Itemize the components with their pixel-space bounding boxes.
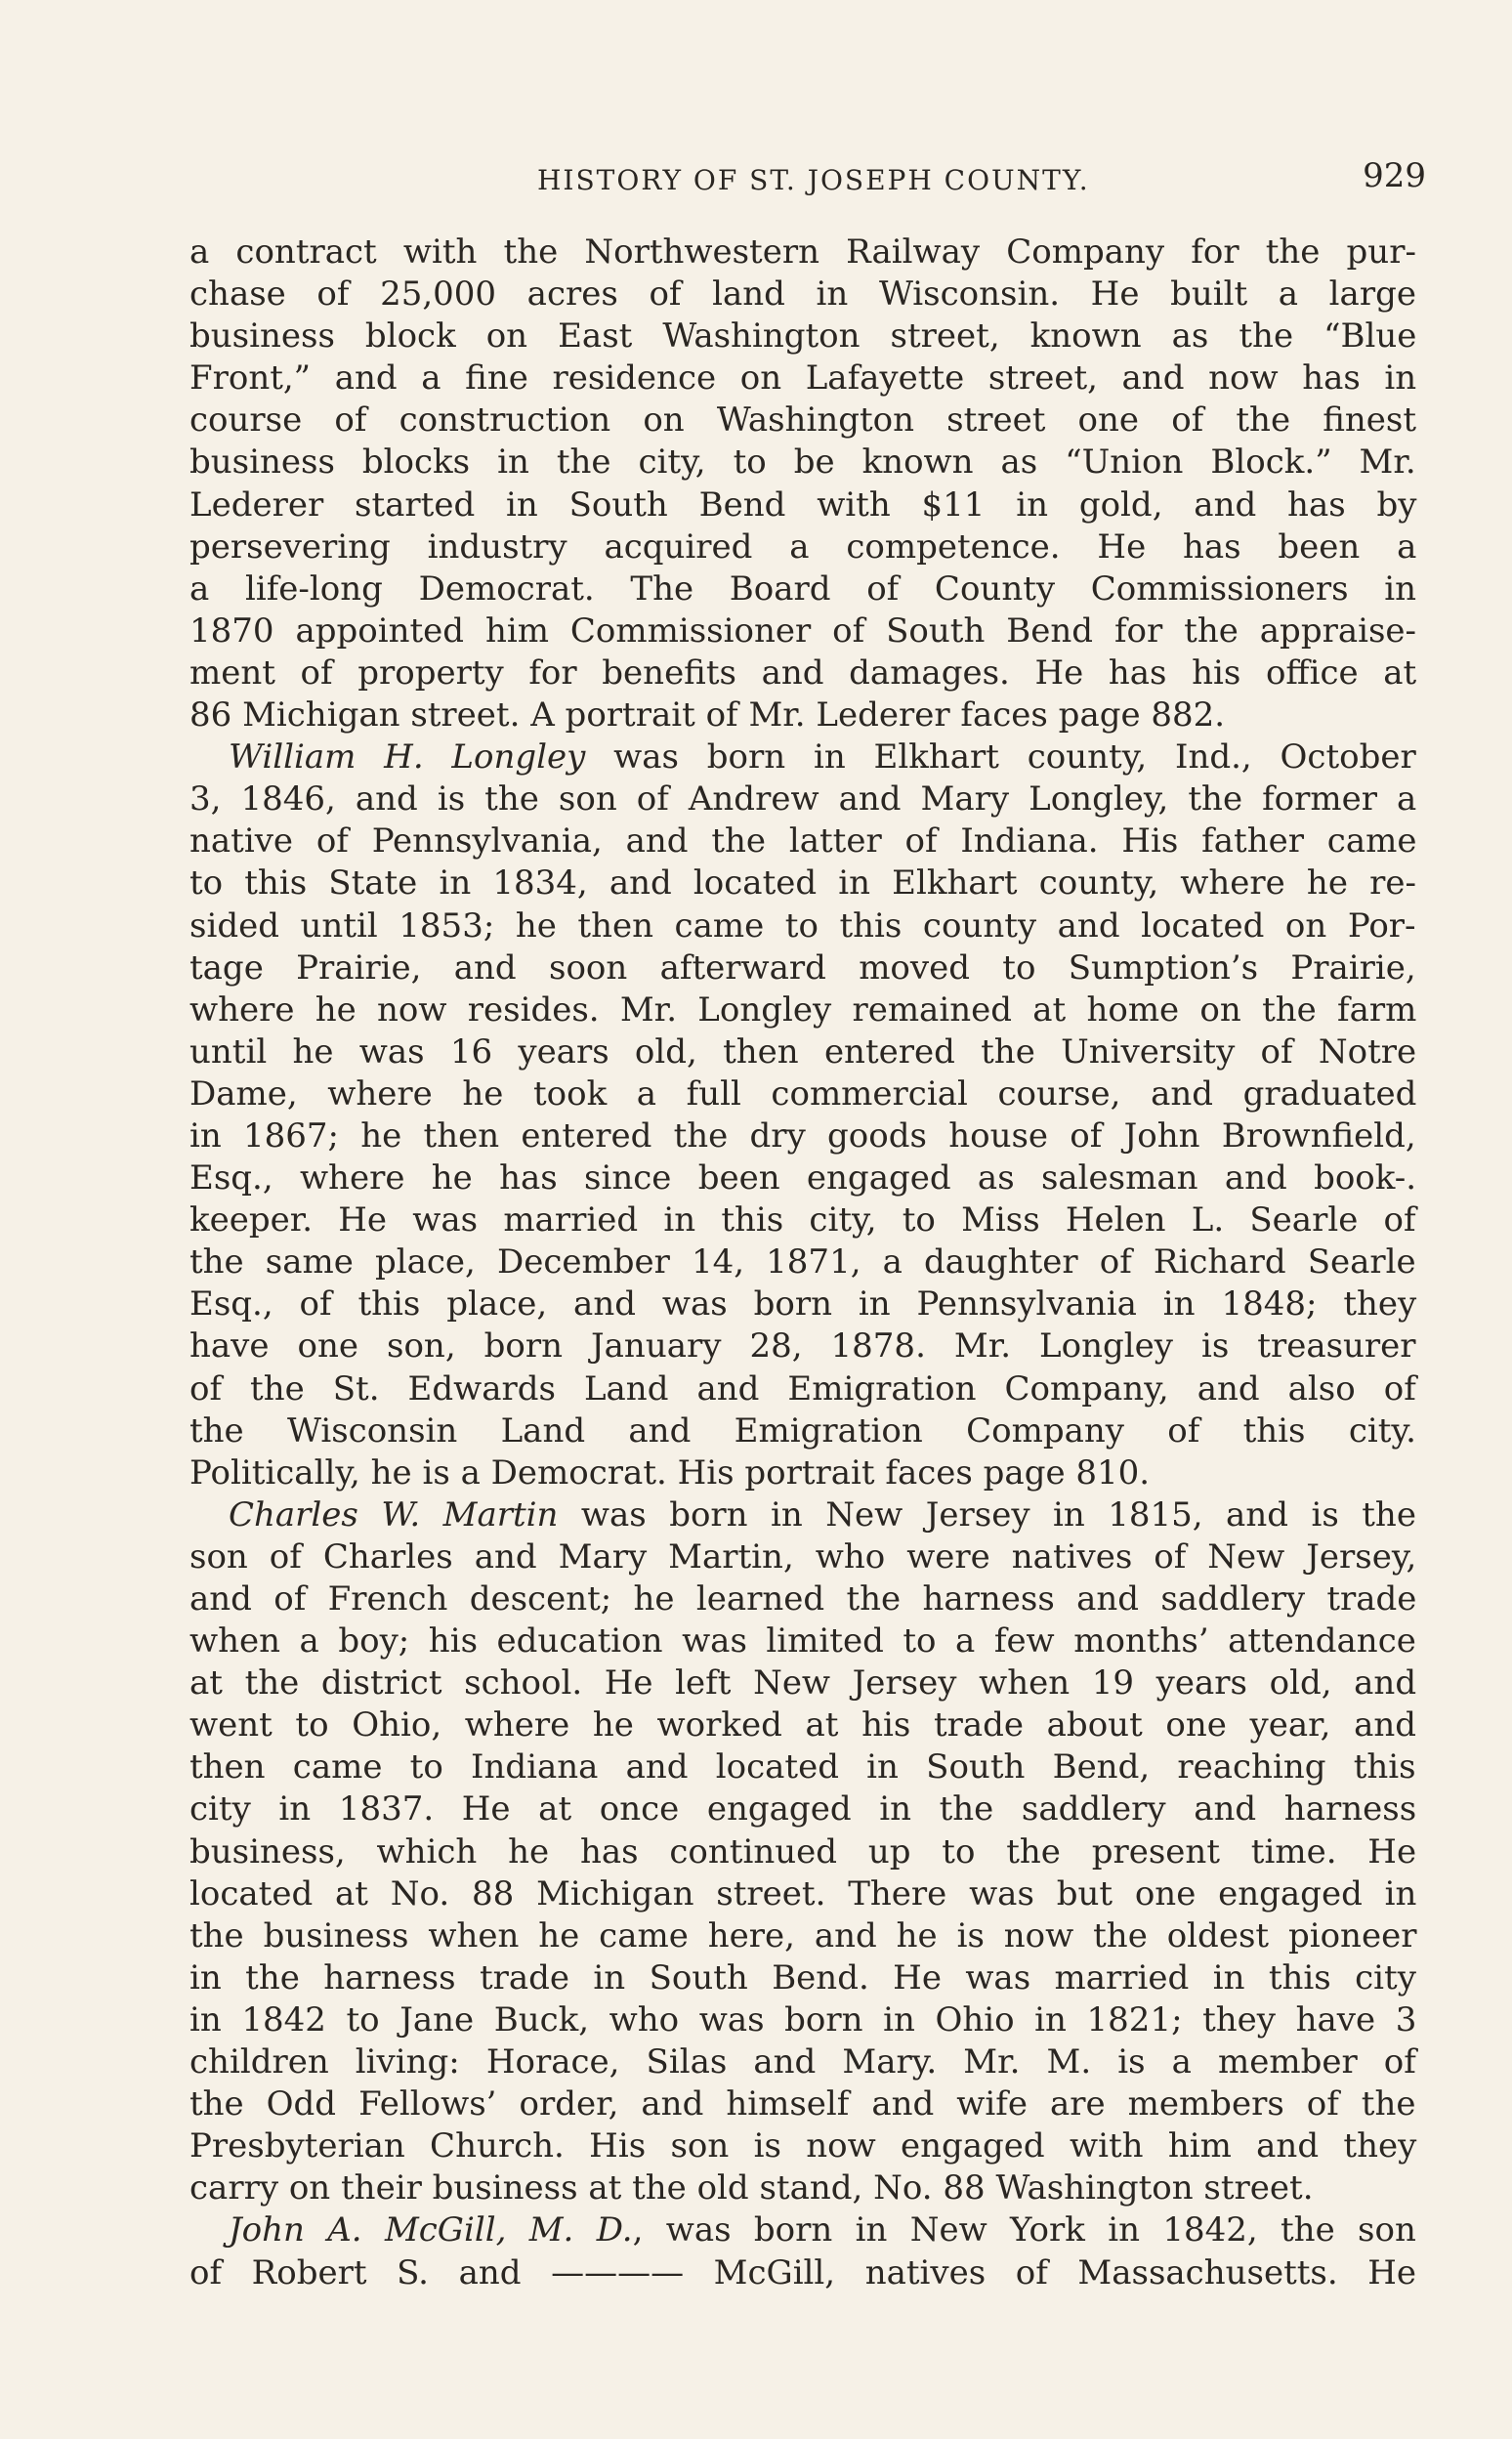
text-line: when a boy; his education was limited to a few months’ attendance — [189, 1621, 1416, 1661]
text-line: and of French descent; he learned the harness and saddlery trade — [189, 1579, 1417, 1619]
text-fragment: was born in Elkhart county, Ind., October — [585, 737, 1416, 778]
text-line: in 1842 to Jane Buck, who was born in Ohio in 1821; they have 3 — [189, 1999, 1417, 2040]
text-line: the same place, December 14, 1871, a daughter of Richard Searle — [189, 1242, 1416, 1283]
text-line: a life-long Democrat. The Board of County Commissioners in — [189, 568, 1417, 609]
text-line: Politically, he is a Democrat. His portrait faces page 810. — [189, 1452, 1151, 1493]
body-text — [189, 231, 1416, 2294]
text-line: persevering industry acquired a competence. He has been a — [189, 526, 1417, 567]
text-line: located at No. 88 Michigan street. There was but one engaged in — [189, 1873, 1417, 1913]
text-line: of the St. Edwards Land and Emigration Company, and also of — [189, 1368, 1416, 1409]
text-line: children living: Horace, Silas and Mary. Mr. M. is a member of — [189, 2042, 1416, 2082]
page-number: 929 — [1363, 156, 1426, 195]
running-head: HISTORY OF ST. JOSEPH COUNTY. — [537, 164, 1090, 196]
text-line: then came to Indiana and located in South Bend, reaching this — [189, 1747, 1416, 1787]
text-line: native of Pennsylvania, and the latter of Indiana. His father came — [189, 821, 1417, 862]
text-fragment: , was born in New York in 1842, the son — [632, 2210, 1416, 2250]
text-line: Esq., where he has since been engaged as salesman and book-. — [189, 1158, 1417, 1198]
text-line: the Odd Fellows’ order, and himself and wife are members of the — [189, 2084, 1416, 2124]
text-line: Presbyterian Church. His son is now engaged with him and they — [189, 2126, 1417, 2166]
text-line: at the district school. He left New Jersey when 19 years old, and — [189, 1663, 1417, 1703]
text-line: business, which he has continued up to the present time. He — [189, 1831, 1417, 1871]
text-line: until he was 16 years old, then entered the University of Notre — [189, 1031, 1417, 1072]
text-line: Lederer started in South Bend with $11 in gold, and has by — [189, 484, 1417, 525]
paragraph-start-line — [189, 736, 1416, 778]
text-line: course of construction on Washington street one of the finest — [189, 400, 1417, 441]
text-line: 86 Michigan street. A portrait of Mr. Lederer faces page 882. — [189, 695, 1226, 736]
biography-name: John A. McGill, M. D. — [229, 2210, 633, 2250]
text-line: have one son, born January 28, 1878. Mr. Longley is treasurer — [189, 1326, 1416, 1367]
biography-name: Charles W. Martin — [229, 1494, 559, 1535]
text-line: in the harness trade in South Bend. He was married in this city — [189, 1957, 1416, 1997]
paragraph-start-line — [189, 2209, 1416, 2251]
text-line: tage Prairie, and soon afterward moved to Sumption’s Prairie, — [189, 947, 1416, 988]
text-line: keeper. He was married in this city, to Miss Helen L. Searle of — [189, 1200, 1416, 1241]
text-fragment: was born in New Jersey in 1815, and is the — [558, 1494, 1416, 1535]
text-line: 3, 1846, and is the son of Andrew and Mary Longley, the former a — [189, 779, 1417, 820]
text-line: of Robert S. and ———— McGill, natives of Massachusetts. He — [189, 2252, 1417, 2292]
text-line: ment of property for benefits and damages. He has his office at — [189, 652, 1417, 693]
text-line: city in 1837. He at once engaged in the saddlery and harness — [189, 1789, 1417, 1829]
text-line: the business when he came here, and he is now the oldest pioneer — [189, 1915, 1417, 1955]
page-header — [186, 156, 1426, 203]
text-line: business block on East Washington street, known as the “Blue — [189, 316, 1417, 357]
text-line: chase of 25,000 acres of land in Wisconsin. He built a large — [189, 274, 1416, 315]
text-line: to this State in 1834, and located in Elkhart county, where he re- — [189, 863, 1416, 904]
text-line: went to Ohio, where he worked at his trade about one year, and — [189, 1705, 1416, 1745]
text-line: where he now resides. Mr. Longley remained at home on the farm — [189, 989, 1417, 1030]
text-line: son of Charles and Mary Martin, who were natives of New Jersey, — [189, 1536, 1417, 1577]
text-line: in 1867; he then entered the dry goods house of John Brownfield, — [189, 1115, 1416, 1156]
text-line: a contract with the Northwestern Railway Company for the pur- — [189, 232, 1416, 272]
text-line: the Wisconsin Land and Emigration Company of this city. — [189, 1410, 1416, 1451]
text-line: Front,” and a fine residence on Lafayette street, and now has in — [189, 358, 1417, 399]
text-line: sided until 1853; he then came to this county and located on Por- — [189, 905, 1416, 946]
biography-name: William H. Longley — [229, 737, 586, 778]
text-line: carry on their business at the old stand, No. 88 Washington street. — [189, 2168, 1314, 2208]
text-line: 1870 appointed him Commissioner of South Bend for the appraise- — [189, 610, 1417, 651]
text-line: Esq., of this place, and was born in Pennsylvania in 1848; they — [189, 1284, 1417, 1325]
paragraph-start-line — [189, 1494, 1416, 1536]
text-line: business blocks in the city, to be known as “Union Block.” Mr. — [189, 442, 1416, 483]
text-line: Dame, where he took a full commercial course, and graduated — [189, 1073, 1417, 1114]
